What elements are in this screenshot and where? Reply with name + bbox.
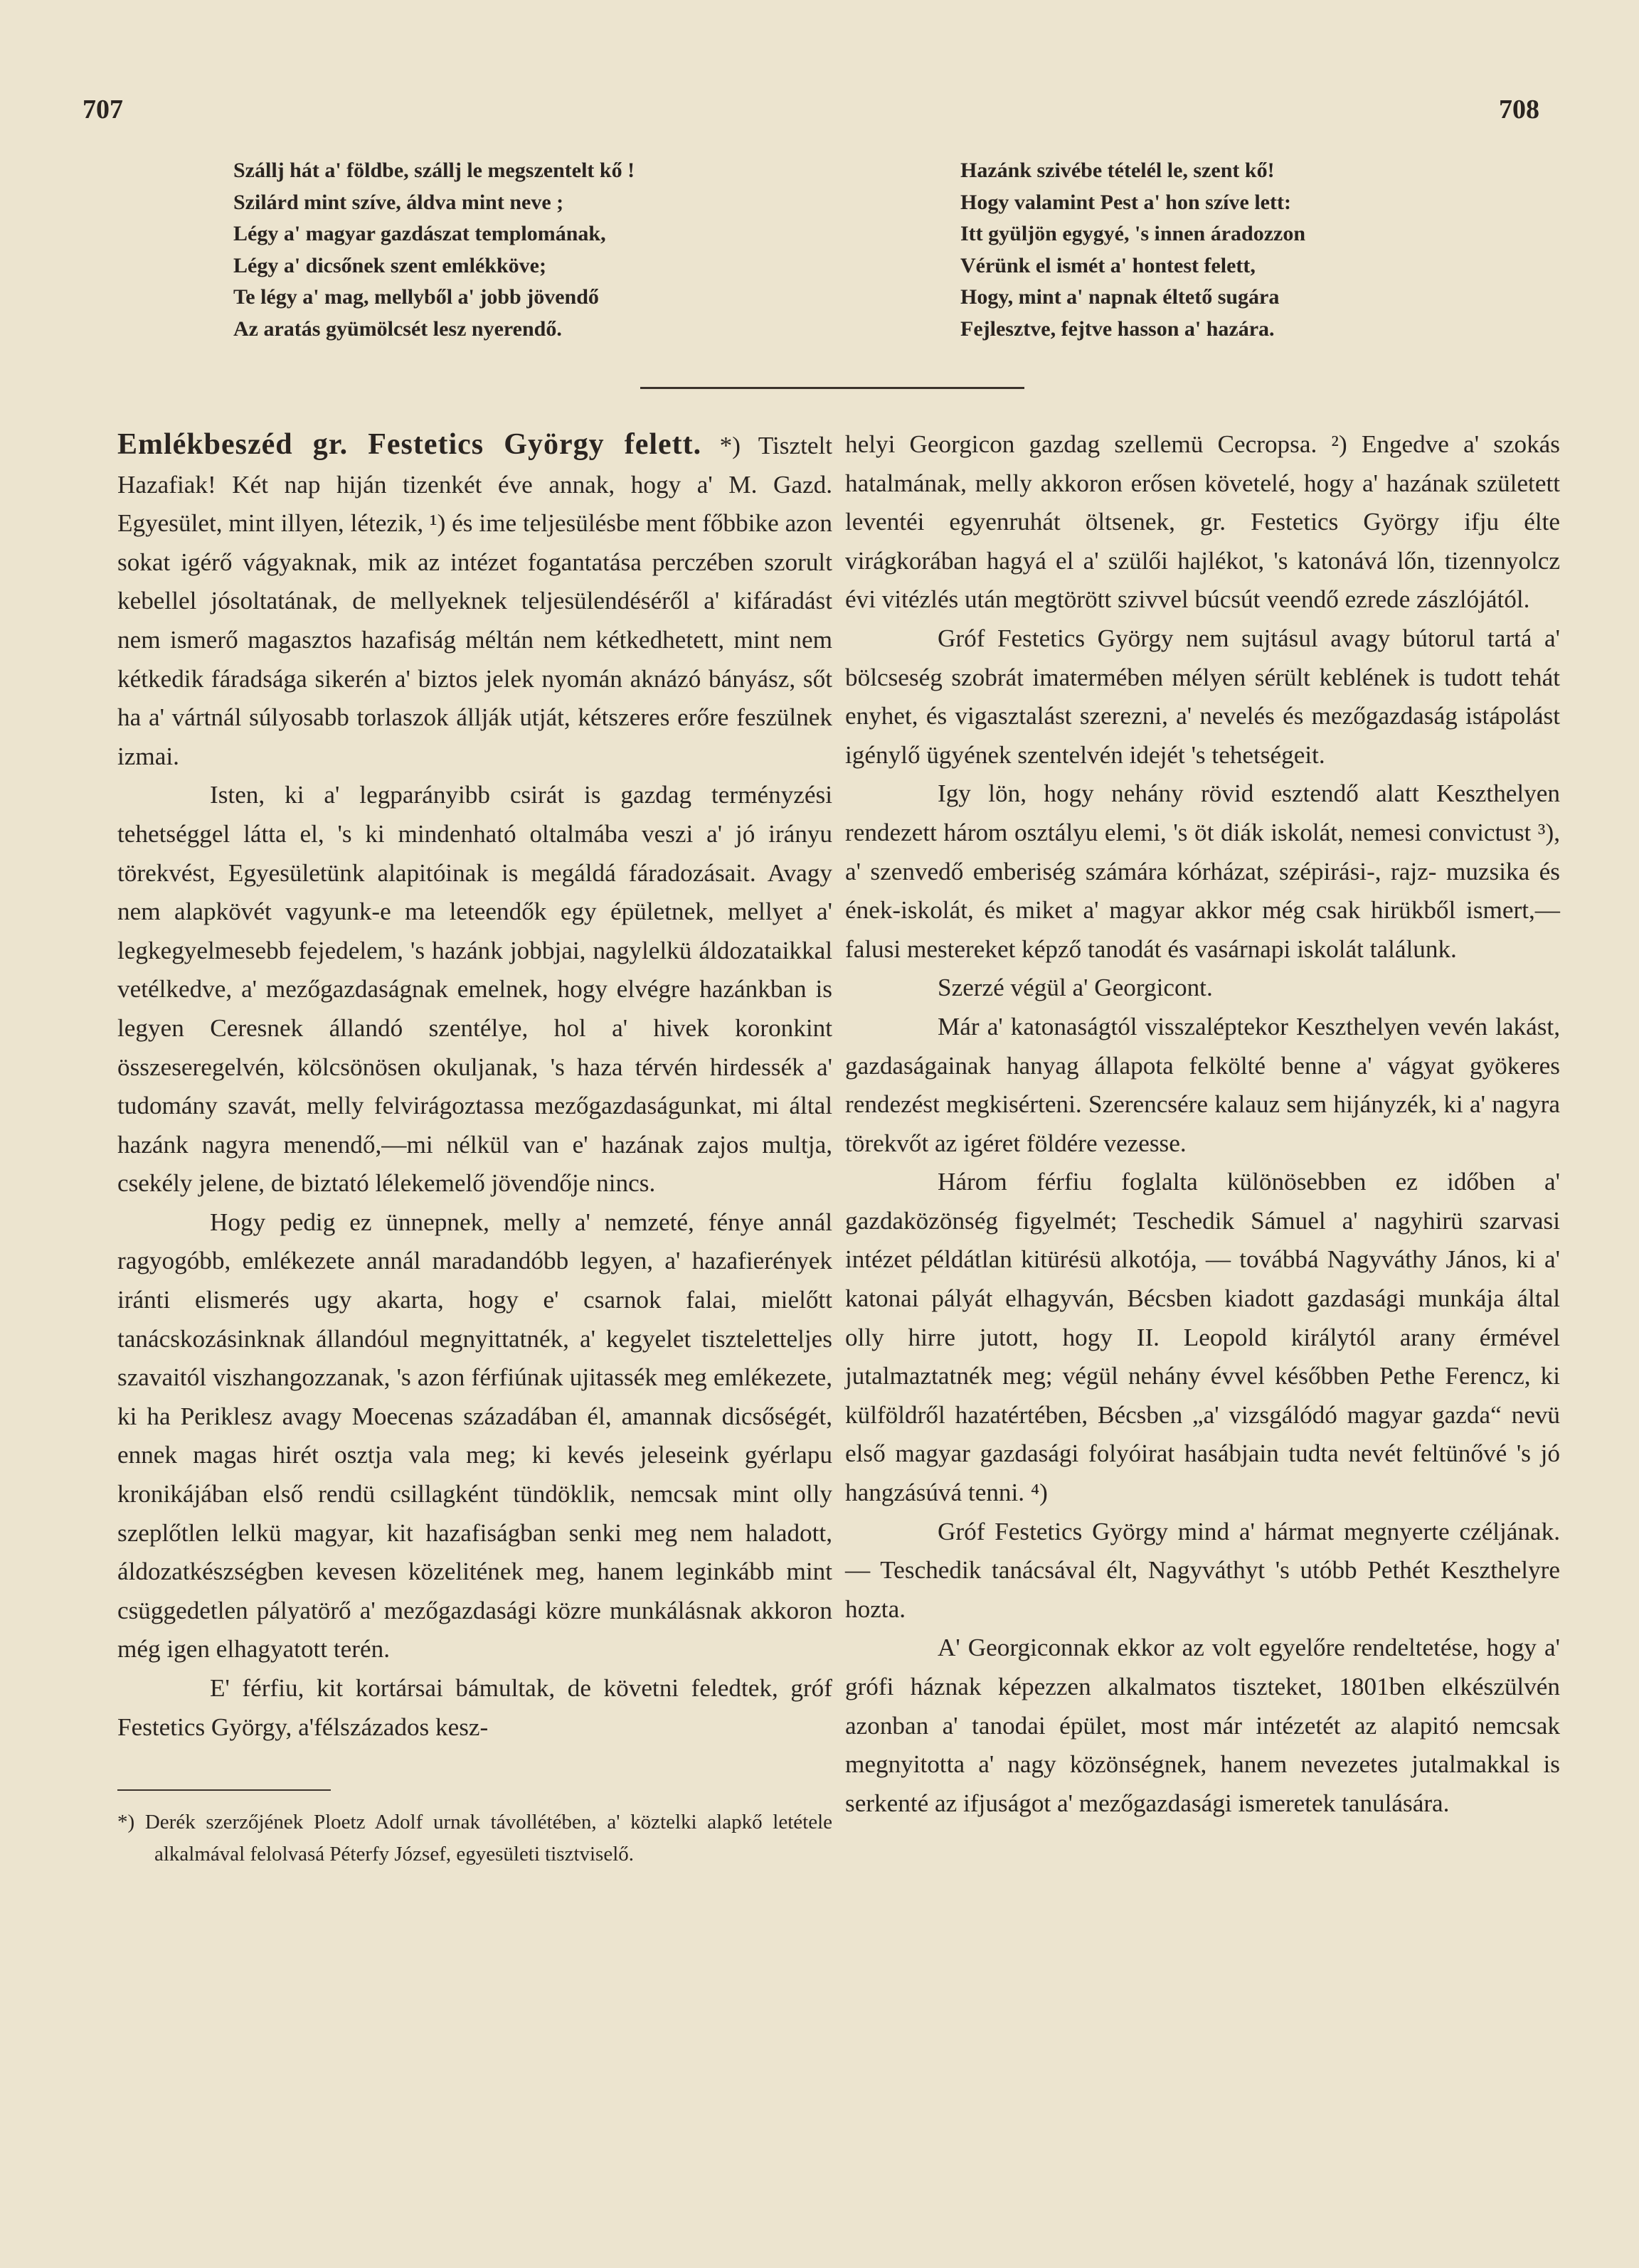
poem-right-column: [960, 155, 1305, 345]
poem-left-column: [233, 155, 635, 345]
poem-line: Szállj hát a' földbe, szállj le megszentelt kő !: [233, 159, 635, 182]
poem-line: Az aratás gyümölcsét lesz nyerendő.: [233, 316, 562, 341]
page-number-left: 707: [83, 95, 123, 124]
footnote-rule: [117, 1789, 331, 1791]
poem-line: Fejlesztve, fejtve hasson a' hazára.: [960, 316, 1275, 341]
poem-line: Légy a' dicsőnek szent emlékköve;: [233, 253, 546, 277]
paragraph: E' férfiu, kit kortársai bámultak, de követni feledtek, gróf Festetics György, a'félszázados kesz-: [117, 1674, 832, 1741]
poem-line: Itt gyüljön egygyé, 's innen áradozzon: [960, 222, 1306, 245]
poem-line: Hazánk szivébe tételél le, szent kő!: [960, 159, 1275, 182]
paragraph: Szerzé végül a' Georgicont.: [938, 974, 1213, 1002]
poem-line: Vérünk el ismét a' hontest felett,: [960, 253, 1256, 277]
paragraph: Igy lön, hogy nehány rövid esztendő alatt Keszthelyen rendezett három osztályu elemi, 's öt diák iskolát, nemesi convictust ³), a' szenvedő emberiség számára kórházat, szépirási-, rajz- muzsika és ének-iskolát, és miket a' magyar akkor még csak hirükből ismert,—falusi mestereket képző tanodát és vasárnapi iskolát találunk.: [845, 779, 1560, 963]
article-left-column: [117, 425, 832, 1870]
section-divider: [640, 387, 1024, 389]
page-number-right: 708: [1499, 95, 1539, 124]
poem-line: Hogy valamint Pest a' hon szíve lett:: [960, 190, 1291, 214]
poem-line: Szilárd mint szíve, áldva mint neve ;: [233, 190, 564, 214]
paragraph: A' Georgiconnak ekkor az volt egyelőre rendeltetése, hogy a' grófi háznak képezzen alkalmatos tiszteket, 1801ben elkészülvén azonban a' tanodai épület, most már intézetét az alapitó nemcsak megnyitotta a' nagy közönségnek, hanem nevezetes jutalmakkal is serkenté az ifjuságot a' mezőgazdasági ismeretek tanulására.: [845, 1634, 1560, 1817]
article-right-column: [845, 425, 1560, 1823]
paragraph: helyi Georgicon gazdag szellemü Cecropsa. ²) Engedve a' szokás hatalmának, melly akkoron erősen követelé, hogy a' hazának született leventéi egyenruhát öltsenek, gr. Festetics György ifju élte virágkorában hagyá el a' szülői hajlékot, 's katonává lőn, tizennyolcz évi vitézlés után megtörött szivvel búcsút veendő ezrede zászlójától.: [845, 430, 1560, 614]
poem-line: Te légy a' mag, mellyből a' jobb jövendő: [233, 285, 599, 309]
paragraph: Gróf Festetics György nem sujtásul avagy bútorul tartá a' bölcseség szobrát imatermében mélyen sérült keblének is tudott tehát enyhet, és vigasztalást szerezni, a' nevelés és mezőgazdaság istápolást igénylő ügyének szentelvén idejét 's tehetségeit.: [845, 624, 1560, 769]
paragraph: Már a' katonaságtól visszaléptekor Keszthelyen vevén lakást, gazdaságainak hanyag állapota felkölté benne a' vágyat gyökeres rendezést megkisérteni. Szerencsére kalauz sem hijányzék, ki a' nagyra törekvőt az igéret földére vezesse.: [845, 1012, 1560, 1157]
article-intro: [117, 425, 832, 776]
paragraph: Isten, ki a' legparányibb csirát is gazdag terményzési tehetséggel látta el, 's ki mindenható oltalmába veszi a' jó irányu törekvést, Egyesületünk alapitóinak is megáldá fáradozásait. Avagy nem alapkövét vagyunk-e ma leteendők egy épületnek, mellyet a' legkegyelmesebb fejedelem, 's hazánk jobbjai, nagylelkü áldozataikkal vetélkedve, a' mezőgazdaságnak emelnek, hogy elvégre hazánkban is legyen Ceresnek állandó szentélye, hol a' hivek koronkint összeseregelvén, kölcsönösen okuljanak, 's haza térvén hirdessék a' tudomány szavát, melly felvirágoztassa mezőgazdaságunkat, mi által hazánk nagyra menendő,—mi nélkül van e' hazának zajos multja, csekély jelene, de biztató lélekemelő jövendője nincs.: [117, 781, 832, 1198]
paragraph-text: *) Tisztelt Hazafiak! Két nap hiján tizenkét éve annak, hogy a' M. Gazd. Egyesület, mint illyen, létezik, ¹) és ime teljesülésbe ment főbbike azon sokat igérő vágyaknak, mik az intézet fogantatása perczében szorult kebellel jósoltatának, de mellyeknek teljesülendéséről a' kifáradást nem ismerő magasztos hazafiság méltán nem kétkedhetett, mint nem kétkedik fáradsága sikerén a' biztos jelek nyomán aknázó bányász, sőt ha a' vártnál súlyosabb torlaszok állják utját, kétszeres erőre feszülnek izmai.: [117, 432, 833, 770]
poem-line: Légy a' magyar gazdászat templomának,: [233, 222, 606, 245]
paragraph: Három férfiu foglalta különösebben ez időben a' gazdaközönség figyelmét; Teschedik Sámuel a' nagyhirü szarvasi intézet példátlan kitürésü alkotója, — továbbá Nagyváthy János, ki a' katonai pályát elhagyván, Bécsben kiadott gazdasági munkája által olly hirre jutott, hogy II. Leopold királytól arany érmével jutalmaztatnék meg; végül nehány évvel későbben Pethe Ferencz, ki külföldről hazatértében, Bécsben „a' vizsgálódó magyar gazda“ nevü első magyar gazdasági folyóirat hasábjain tudta nevét feltünővé 's jó hangzásúvá tenni. ⁴): [845, 1168, 1560, 1507]
paragraph: Hogy pedig ez ünnepnek, melly a' nemzeté, fénye annál ragyogóbb, emlékezete annál maradandóbb legyen, a' hazafierények iránti elismerés ugy akarta, hogy e' csarnok falai, mielőtt tanácskozásinknak állandóul megnyittatnék, a' kegyelet tiszteletteljes szavaitól viszhangozzanak, 's azon férfiúnak ujitassék meg emlékezete, ki ha Periklesz avagy Moecenas századában él, amannak dicsőségét, ennek magas hirét osztja vala meg; ki kevés jeleseink gyérlapu kronikájában első rendü csillagként tündöklik, nemcsak mint olly szeplőtlen lelkü magyar, kit hazafiságban senki meg nem haladott, áldozatkészségben kevesen közelitének meg, hanem leginkább mint csüggedetlen pályatörő a' mezőgazdasági közre munkálásnak akkoron még igen elhagyatott terén.: [117, 1208, 832, 1663]
footnote: *) Derék szerzőjének Ploetz Adolf urnak távollétében, a' köztelki alapkő letétele alkalmával felolvasá Péterfy József, egyesületi tisztviselő.: [117, 1811, 832, 1866]
poem-line: Hogy, mint a' napnak éltető sugára: [960, 285, 1280, 309]
paragraph: Gróf Festetics György mind a' hármat megnyerte czéljának. — Teschedik tanácsával élt, Nagyváthyt 's utóbb Pethét Keszthelyre hozta.: [845, 1517, 1560, 1623]
article-heading: Emlékbeszéd gr. Festetics György felett.: [117, 428, 702, 461]
